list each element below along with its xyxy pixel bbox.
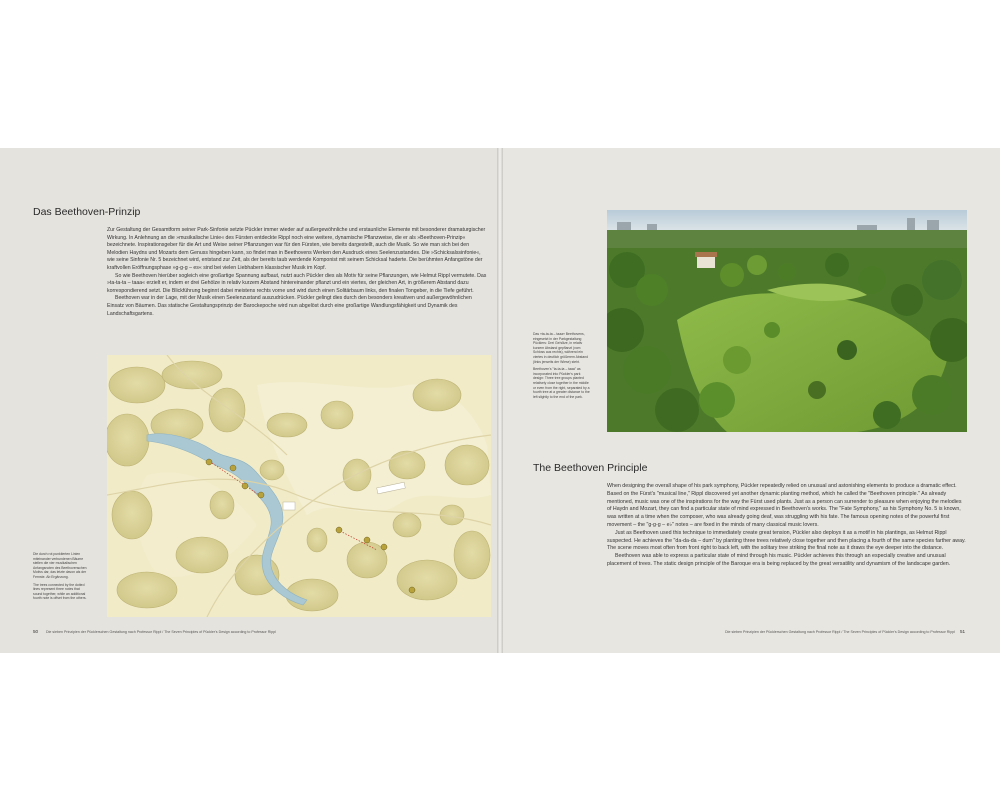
caption-de: Das »ta-ta-ta – taaa« Beethovens, eingesetzt in der Parkgestaltung Pücklers: Drei Gehölze, in relativ kurzem Abstand gepflanzt (vom Schloss aus rechts), während ein viertes in deutlich größerem Abstand (links jenseits der Wiese) steht. xyxy=(533,332,589,364)
page-title-de: Das Beethoven-Prinzip xyxy=(33,206,141,218)
body-text-de xyxy=(107,227,489,318)
paragraph: Just as Beethoven used this technique to immediately create great tension, Pückler also deploys it as a motif in his plantings, as Helmut Rippl suspected. He achieves the "da-da-da – dum" by planting three trees relatively close together and then placing a fourth of the same species farther away. The scene moves most often from front right to back left, with the solitary tree striking the final note as it draws the eye deeper into the distance. xyxy=(607,529,966,552)
caption-en: Beethoven's "ta-ta-ta – taaa" as incorporated into Pückler's park design: Three tree groups planted relatively close together in the middle or even from the right, separated by a fourth tree at a greater distance to the left slightly to the end of the park. xyxy=(533,367,590,399)
photo-caption xyxy=(533,332,591,402)
running-footer-right: Die sieben Prinzipien der Pücklerschen Gestaltung nach Professor Rippl / The Seven Principles of Pückler's Design according to Professor Rippl xyxy=(725,630,955,634)
running-footer-left: Die sieben Prinzipien der Pücklerschen Gestaltung nach Professor Rippl / The Seven Principles of Pückler's Design according to Professor Rippl xyxy=(46,630,276,634)
paragraph: Beethoven was able to express a particular state of mind through his music. Pückler achieves this through an especially creative and unusual placement of trees. The static design principle of the Baroque era is being replaced by the great versatility and dynamism of the landscape garden. xyxy=(607,553,951,567)
map-caption xyxy=(33,552,89,604)
page-title-en: The Beethoven Principle xyxy=(533,462,648,474)
caption-en: The trees connected by the dotted lines represent three notes that sound together, while an additional fourth note is offset from the others. xyxy=(33,582,87,601)
body-text-en xyxy=(607,483,967,569)
park-plan-illustration xyxy=(107,355,491,617)
page-number-right: 51 xyxy=(960,629,966,634)
caption-de: Die durch rot punktierten Linien miteinander verbundenen Bäume stellen die vier musikalischen Anfangsnoten des Beethovenschen Motivs dar, das letzte davon als der Fernste. Ab Ergänzung. xyxy=(33,552,87,579)
page-number-left: 50 xyxy=(33,629,39,634)
paragraph: When designing the overall shape of his park symphony, Pückler repeatedly relied on unusual and astonishing elements to produce a dramatic effect. Based on the Fürst's "musical line," Rippl discovered yet another dynamic planting method, which he called the "Beethoven principle." As already mentioned, music was one of the inspirations for the way the Fürst used plants. Just as a person can surrender to pleasure when enjoying the melodies of Haydn and Mozart, they can find a particular state of mind expressed in Beethoven's works. The "Fate Symphony," as his Symphony No. 5 is known, was written at a time when the composer, who was already going deaf, was struggling with his fate. The famous opening notes of the powerful first movement – the "g-g-g – e♭" notes – are fixed in the minds of many classical music lovers. xyxy=(607,483,962,528)
park-plan-map xyxy=(107,355,491,617)
paragraph: So wie Beethoven hierüber sogleich eine großartige Spannung aufbaut, nutzt auch Pückler dies als Motiv für seine Pflanzungen, wie Helmut Rippl vermutete. Das »ta-ta-ta – taaa« erzielt er, indem er drei Gehölze in relativ kurzem Abstand hintereinander pflanzt und ein viertes, der gleichen Art, in größerem Abstand dazu korrespondierend setzt. Die Blickführung beginnt dabei meistens rechts vorne und wird durch einen Solitärbaum links, den finalen Tongeber, in die Tiefe geführt. xyxy=(107,272,487,294)
paragraph: Beethoven war in der Lage, mit der Musik einen Seelenzustand auszudrücken. Pückler gelingt dies durch den besonders kreativen und außergewöhnlichen Einsatz von Bäumen. Das statische Gestaltungsprinzip der Barockepoche wird nun abgelöst durch eine großartige Wandlungsfähigkeit und Dynamik des Landschaftsgartens. xyxy=(107,295,472,317)
aerial-park-illustration xyxy=(607,210,967,432)
aerial-park-photo xyxy=(607,210,967,432)
paragraph: Zur Gestaltung der Gesamtform seiner Park-Sinfonie setzte Pückler immer wieder auf außergewöhnliche und erstaunliche Elemente mit besonderer dramaturgischer Wirkung. In Anlehnung an die »musikalische Linie« des Fürsten entdeckte Rippl noch eine weitere, dynamische Pflanzweise, die er als »Beethoven-Prinzip« bezeichnete. Inspirationsgeber für die Art und Weise seiner Pflanzungen war für den Fürsten, wie bereits dargestellt, auch die Musik. So wie man sich bei den Melodien Haydns und Mozarts dem Genuss hingeben kann, so findet man in Beethovens Werken den Ausdruck eines Seelenzustandes. Die »Schicksalssinfonie«, wie seine Sinfonie Nr. 5 bezeichnet wird, entstand zur Zeit, als der bereits taub werdende Komponist mit seinem Schicksal haderte. Die berühmten Anfangstöne der kraftvollen Eröffnungsphase »g-g-g – es« sind bei vielen Liebhabern klassischer Musik im Kopf. xyxy=(107,227,486,271)
